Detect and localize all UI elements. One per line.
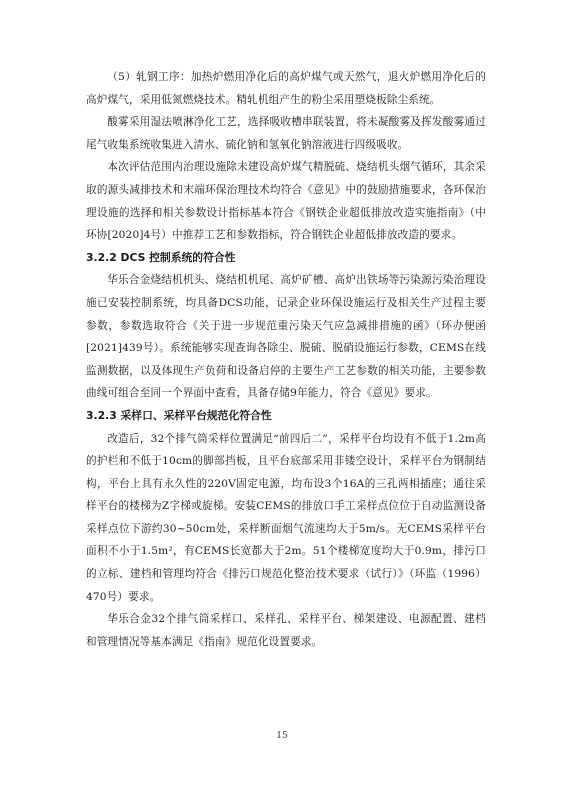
paragraph-sampling-details: 改造后，32个排气筒采样位置满足“前四后二”，采样平台均设有不低于1.2m高的护栏和不低于10cm的脚部挡板，且平台底部采用非镂空设计，采样平台为钢制结构，平台上具有永久性的220V固定电源，均布设3个16A的三孔两相插座；通往采样平台的楼梯为Z字梯或旋梯。安装CEMS的排放口手工采样点位位于自动监测设备采样点位下游约30~50cm处，采样断面烟气流速均大于5m/s。无CEMS采样平台面积不小于1.5m²，有CEMS长宽都大于2m。51个楼梯宽度均大于0.9m，排污口的立标、建档和管理均符合《排污口规范化整治技术要求（试行）》（环监（1996）470号）要求。 xyxy=(86,432,486,603)
paragraph-acid-mist: 酸雾采用湿法喷淋净化工艺，选择吸收槽串联装置，将未凝酸雾及挥发酸雾通过尾气收集系统收集进入清水、硫化钠和氢氧化钠溶液进行四级吸收。 xyxy=(86,116,486,151)
section-heading-sampling: 3.2.3 采样口、采样平台规范化符合性 xyxy=(86,408,272,422)
paragraph-assessment-scope: 本次评估范围内治理设施除未建设高炉煤气精脱硫、烧结机头烟气循环，其余采取的源头减排技术和末端环保治理技术均符合《意见》中的鼓励措施要求，各环保治理设施的选择和相关参数设计指标基本符合《钢铁企业超低排放改造实施指南》（中环协[2020]4号）中推荐工艺和参数指标，符合钢铁企业超低排放改造的要求。 xyxy=(86,161,486,242)
page-number: 15 xyxy=(276,731,288,741)
section-heading-dcs: 3.2.2 DCS 控制系统的符合性 xyxy=(86,250,236,264)
paragraph-sampling-summary: 华乐合金32个排气筒采样口、采样孔、采样平台、梯架建设、电源配置、建档和管理情况等基本满足《指南》规范化设置要求。 xyxy=(86,613,486,648)
paragraph-rolling-process: （5）轧钢工序：加热炉燃用净化后的高炉煤气或天然气，退火炉燃用净化后的高炉煤气，采用低氮燃烧技术。精轧机组产生的粉尘采用塑烧板除尘系统。 xyxy=(86,71,486,106)
paragraph-dcs: 华乐合金烧结机机头、烧结机机尾、高炉矿槽、高炉出铁场等污染源污染治理设施已安装控制系统，均具备DCS功能，记录企业环保设施运行及相关生产过程主要参数，参数选取符合《关于进一步规范重污染天气应急减排措施的函》（环办便函[2021]439号）。系统能够实现查询各除尘、脱硫、脱硝设施运行参数，CEMS在线监测数据，以及体现生产负荷和设备启停的主要生产工艺参数的相关功能，主要参数曲线可组合至同一个界面中查看，具备存储9年能力，符合《意见》要求。 xyxy=(86,274,486,400)
